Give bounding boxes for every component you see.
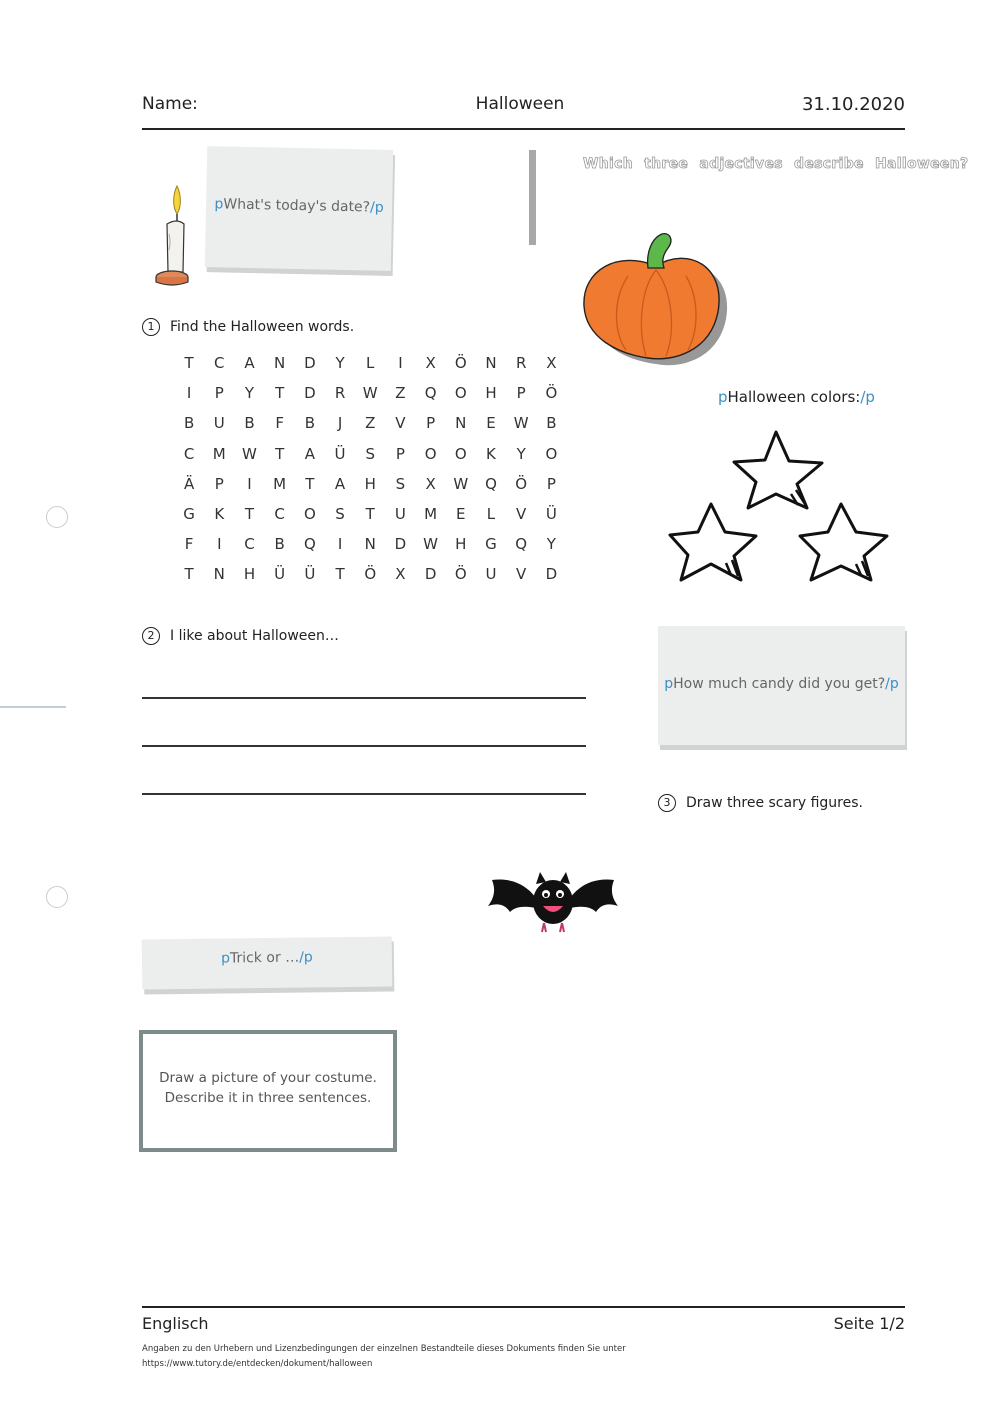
footer-credits-link[interactable]: https://www.tutory.de/entdecken/dokument/halloween: [142, 1359, 373, 1369]
task-3-text: Draw three scary figures.: [686, 795, 863, 811]
footer-credits-line-1: Angaben zu den Urhebern und Lizenzbedingungen der einzelnen Bestandteile dieses Dokuments finden Sie unter: [142, 1344, 626, 1354]
wordsearch-cell[interactable]: U: [485, 565, 497, 584]
task-2-number: 2: [142, 627, 160, 645]
wordsearch-row: [174, 378, 566, 408]
costume-box-line-1: Draw a picture of your costume.: [159, 1070, 377, 1086]
wordsearch-cell[interactable]: D: [424, 565, 437, 584]
wordsearch-cell[interactable]: X: [425, 474, 436, 493]
costume-box: [139, 1030, 397, 1152]
colors-prompt: [718, 388, 875, 406]
wordsearch-cell[interactable]: I: [337, 535, 343, 554]
candy-card: [658, 626, 905, 745]
wordsearch-cell[interactable]: P: [214, 474, 224, 493]
wordsearch-cell[interactable]: T: [275, 384, 285, 403]
wordsearch-cell[interactable]: C: [183, 444, 195, 463]
punch-hole-top: [46, 506, 68, 528]
wordsearch-cell[interactable]: I: [398, 354, 403, 373]
task-2-text: I like about Halloween…: [170, 628, 339, 644]
wordsearch-cell[interactable]: D: [394, 535, 407, 554]
wordsearch-cell[interactable]: E: [486, 414, 496, 433]
colors-prompt-text: Halloween colors:: [727, 388, 861, 406]
wordsearch-cell[interactable]: O: [454, 444, 467, 463]
adjectives-prompt: Which three adjectives describe Halloween?: [583, 156, 969, 172]
writing-line-1[interactable]: [142, 697, 586, 699]
wordsearch-cell[interactable]: T: [365, 505, 375, 524]
wordsearch-cell[interactable]: J: [337, 414, 343, 433]
wordsearch-cell[interactable]: C: [274, 505, 285, 524]
wordsearch-cell[interactable]: X: [546, 354, 557, 373]
task-1-text: Find the Halloween words.: [170, 319, 355, 335]
wordsearch-cell[interactable]: S: [365, 444, 375, 463]
stars-illustration: [668, 428, 894, 586]
wordsearch-cell[interactable]: Q: [303, 535, 316, 554]
trick-card-text: Trick or …: [229, 949, 300, 967]
wordsearch-cell[interactable]: B: [244, 414, 255, 433]
wordsearch-cell[interactable]: N: [364, 535, 376, 554]
wordsearch-cell[interactable]: T: [275, 444, 285, 463]
wordsearch-cell[interactable]: M: [212, 444, 226, 463]
wordsearch-cell[interactable]: B: [546, 414, 557, 433]
wordsearch-cell[interactable]: D: [304, 354, 316, 373]
wordsearch-cell[interactable]: A: [304, 444, 315, 463]
wordsearch-cell[interactable]: C: [214, 354, 225, 373]
wordsearch-cell[interactable]: D: [304, 384, 316, 403]
wordsearch-cell[interactable]: Ä: [183, 474, 195, 493]
wordsearch-cell[interactable]: V: [516, 505, 527, 524]
divider-bar: [529, 150, 536, 245]
wordsearch-cell[interactable]: N: [274, 354, 286, 373]
candy-card-suffix: /p: [885, 676, 899, 692]
wordsearch-cell[interactable]: P: [546, 474, 556, 493]
wordsearch-cell[interactable]: Q: [515, 535, 528, 554]
task-1-instruction: [142, 318, 354, 336]
wordsearch-cell[interactable]: Z: [365, 414, 376, 433]
page-title: Halloween: [475, 94, 565, 114]
candy-card-prefix: p: [664, 676, 674, 692]
wordsearch-cell[interactable]: P: [426, 414, 436, 433]
wordsearch-cell[interactable]: O: [454, 384, 467, 403]
trick-card-suffix: /p: [299, 949, 313, 966]
wordsearch-cell[interactable]: A: [244, 354, 255, 373]
wordsearch-cell[interactable]: G: [485, 535, 497, 554]
date-card: [205, 146, 393, 271]
wordsearch-cell[interactable]: Z: [395, 384, 406, 403]
costume-box-line-2: Describe it in three sentences.: [164, 1090, 372, 1106]
header-rule: [142, 128, 905, 130]
wordsearch-cell[interactable]: R: [515, 354, 527, 373]
wordsearch-cell[interactable]: N: [485, 354, 497, 373]
wordsearch-cell[interactable]: Ö: [515, 474, 528, 493]
header-date: 31.10.2020: [801, 94, 905, 115]
wordsearch-cell[interactable]: D: [545, 565, 558, 584]
wordsearch-cell[interactable]: N: [455, 414, 467, 433]
wordsearch-cell[interactable]: W: [453, 474, 469, 493]
wordsearch-cell[interactable]: Ö: [454, 354, 467, 373]
wordsearch-cell[interactable]: M: [424, 505, 438, 524]
task-2-instruction: [142, 627, 339, 645]
footer-subject: Englisch: [142, 1314, 209, 1333]
fold-mark: [0, 706, 66, 708]
wordsearch-cell[interactable]: G: [183, 505, 195, 524]
wordsearch-row: [174, 529, 566, 559]
wordsearch-cell[interactable]: Y: [244, 384, 255, 403]
wordsearch-cell[interactable]: I: [217, 535, 222, 554]
wordsearch-cell[interactable]: Y: [546, 535, 556, 554]
wordsearch-cell[interactable]: L: [366, 354, 375, 373]
wordsearch-row: [174, 408, 566, 438]
wordsearch-cell[interactable]: A: [334, 474, 346, 493]
wordsearch-cell[interactable]: R: [334, 384, 346, 403]
wordsearch-cell[interactable]: X: [425, 354, 436, 373]
wordsearch-cell[interactable]: L: [486, 505, 496, 524]
wordsearch-cell[interactable]: H: [364, 474, 376, 493]
wordsearch-cell[interactable]: H: [243, 565, 256, 584]
wordsearch-cell[interactable]: V: [395, 414, 406, 433]
wordsearch-cell[interactable]: T: [184, 565, 194, 584]
wordsearch-cell[interactable]: B: [183, 414, 195, 433]
wordsearch-cell[interactable]: W: [242, 444, 257, 463]
candy-card-text: How much candy did you get?: [673, 676, 886, 692]
wordsearch-cell[interactable]: O: [424, 444, 437, 463]
wordsearch-cell[interactable]: T: [184, 354, 194, 373]
task-3-instruction: [658, 794, 863, 812]
pumpkin-illustration: [580, 230, 730, 366]
wordsearch-cell[interactable]: S: [335, 505, 345, 524]
wordsearch-cell[interactable]: K: [214, 505, 225, 524]
wordsearch-cell[interactable]: V: [516, 565, 527, 584]
wordsearch-cell[interactable]: Y: [335, 354, 345, 373]
wordsearch-cell[interactable]: O: [545, 444, 558, 463]
wordsearch-row: [174, 439, 566, 469]
wordsearch-cell[interactable]: Q: [485, 474, 497, 493]
wordsearch-cell[interactable]: Ü: [304, 565, 316, 584]
wordsearch-cell[interactable]: F: [275, 414, 284, 433]
wordsearch-cell[interactable]: I: [186, 384, 192, 403]
wordsearch-row: [174, 559, 566, 589]
task-3-number: 3: [658, 794, 676, 812]
wordsearch-cell[interactable]: B: [304, 414, 315, 433]
footer-rule: [142, 1306, 905, 1308]
task-1-number: 1: [142, 318, 160, 336]
wordsearch-cell[interactable]: X: [395, 565, 406, 584]
wordsearch-cell[interactable]: K: [486, 444, 496, 463]
trick-card: [142, 936, 393, 989]
wordsearch-grid: [174, 348, 566, 590]
wordsearch-cell[interactable]: W: [513, 414, 529, 433]
wordsearch-cell[interactable]: Q: [424, 384, 437, 403]
date-card-suffix: /p: [369, 199, 384, 216]
wordsearch-cell[interactable]: Ü: [274, 565, 286, 584]
punch-hole-bottom: [46, 886, 68, 908]
wordsearch-cell[interactable]: Ü: [334, 444, 346, 463]
wordsearch-cell[interactable]: Ö: [364, 565, 377, 584]
colors-prompt-prefix: p: [718, 388, 728, 406]
wordsearch-cell[interactable]: P: [214, 384, 224, 403]
wordsearch-cell[interactable]: C: [244, 535, 255, 554]
wordsearch-row: [174, 499, 566, 529]
colors-prompt-suffix: /p: [860, 388, 875, 406]
wordsearch-cell[interactable]: I: [247, 474, 252, 493]
wordsearch-row: [174, 469, 566, 499]
wordsearch-cell[interactable]: P: [516, 384, 526, 403]
date-card-prefix: p: [214, 196, 224, 213]
wordsearch-cell[interactable]: B: [274, 535, 285, 554]
writing-line-2[interactable]: [142, 745, 586, 747]
wordsearch-cell[interactable]: T: [305, 474, 315, 493]
wordsearch-cell[interactable]: H: [485, 384, 497, 403]
wordsearch-cell[interactable]: W: [423, 535, 439, 554]
wordsearch-cell[interactable]: Ö: [545, 384, 558, 403]
wordsearch-cell[interactable]: U: [213, 414, 225, 433]
wordsearch-cell[interactable]: S: [395, 474, 406, 493]
footer-page: Seite 1/2: [833, 1314, 905, 1333]
wordsearch-cell[interactable]: N: [213, 565, 225, 584]
writing-line-3[interactable]: [142, 793, 586, 795]
trick-card-prefix: p: [221, 950, 231, 967]
wordsearch-cell[interactable]: Y: [516, 444, 526, 463]
wordsearch-cell[interactable]: P: [395, 444, 405, 463]
bat-illustration: [486, 868, 620, 938]
wordsearch-cell[interactable]: Ü: [545, 505, 557, 524]
date-card-text: What's today's date?: [223, 196, 371, 216]
wordsearch-cell[interactable]: Ö: [454, 565, 467, 584]
wordsearch-cell[interactable]: U: [394, 505, 406, 524]
wordsearch-cell[interactable]: M: [273, 474, 287, 493]
wordsearch-row: [174, 348, 566, 378]
wordsearch-cell[interactable]: T: [244, 505, 255, 524]
name-label: Name:: [142, 94, 198, 114]
wordsearch-cell[interactable]: W: [362, 384, 378, 403]
wordsearch-cell[interactable]: O: [303, 505, 316, 524]
candle-illustration: [150, 184, 192, 288]
wordsearch-cell[interactable]: E: [456, 505, 466, 524]
wordsearch-cell[interactable]: F: [184, 535, 194, 554]
wordsearch-cell[interactable]: H: [455, 535, 467, 554]
wordsearch-cell[interactable]: T: [335, 565, 345, 584]
